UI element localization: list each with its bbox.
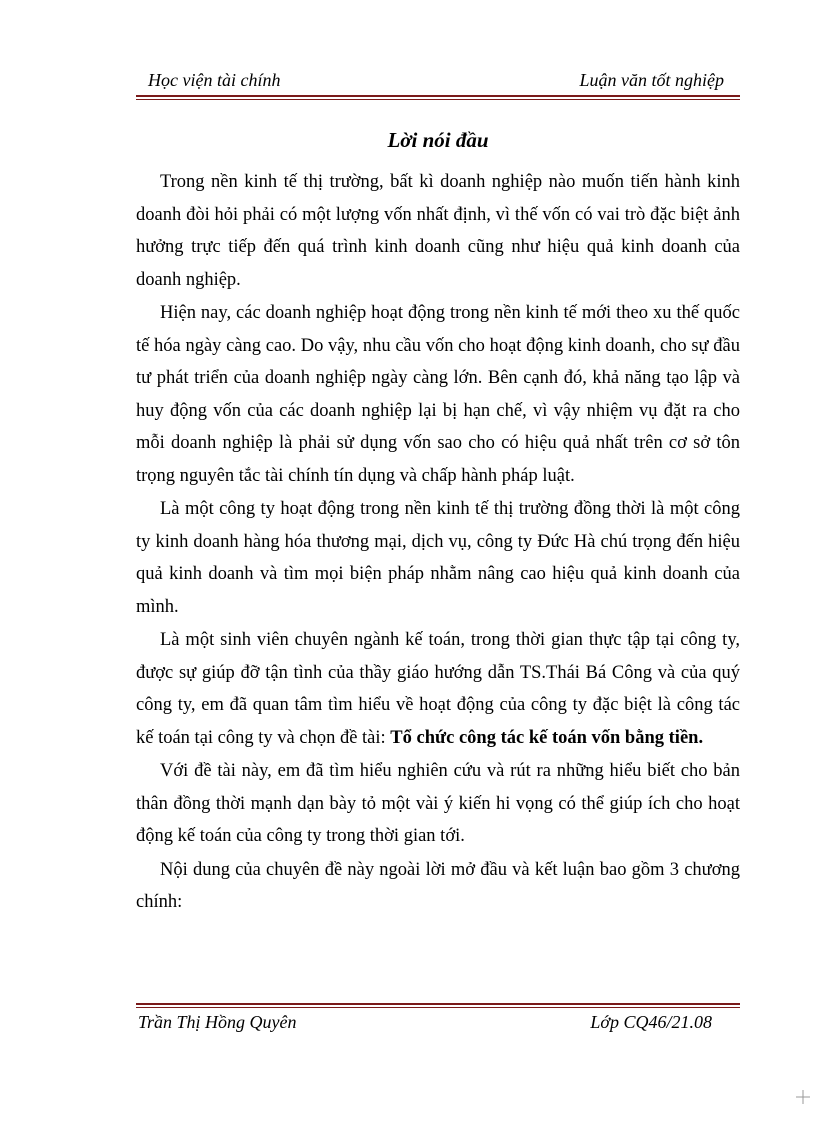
page-title: Lời nói đầu xyxy=(387,128,489,152)
page-footer xyxy=(136,1012,740,1036)
header-institution: Học viện tài chính xyxy=(148,70,281,90)
header-document-type: Luận văn tốt nghiệp xyxy=(579,70,724,90)
header-divider xyxy=(136,95,740,100)
corner-crop-mark-icon xyxy=(796,1090,810,1104)
paragraph: Hiện nay, các doanh nghiệp hoạt động trong nền kinh tế mới theo xu thế quốc tế hóa ngày càng cao. Do vậy, nhu cầu vốn cho hoạt động kinh doanh, cho sự đầu tư phát triển của doanh nghiệp ngày càng lớn. Bên cạnh đó, khả năng tạo lập và huy động vốn của các doanh nghiệp lại bị hạn chế, vì vậy nhiệm vụ đặt ra cho mỗi doanh nghiệp là phải sử dụng vốn sao cho có hiệu quả nhất trên cơ sở tôn trọng nguyên tắc tài chính tín dụng và chấp hành pháp luật. xyxy=(136,303,740,486)
paragraph: Trong nền kinh tế thị trường, bất kì doanh nghiệp nào muốn tiến hành kinh doanh đòi hỏi phải có một lượng vốn nhất định, vì thế vốn có vai trò đặc biệt ảnh hưởng trực tiếp đến quá trình kinh doanh cũng như hiệu quả kinh doanh của doanh nghiệp. xyxy=(136,172,740,290)
paragraph-topic xyxy=(136,624,740,754)
paragraph-topic-text: Là một sinh viên chuyên ngành kế toán, trong thời gian thực tập tại công ty, được sự giúp đỡ tận tình của thầy giáo hướng dẫn TS.Thái Bá Công và của quý công ty, em đã quan tâm tìm hiểu về hoạt động của công ty đặc biệt là công tác kế toán tại công ty và chọn đề tài: xyxy=(136,630,740,748)
document-body xyxy=(136,166,740,920)
paragraph: Nội dung của chuyên đề này ngoài lời mở đầu và kết luận bao gồm 3 chương chính: xyxy=(136,859,740,912)
footer-class: Lớp CQ46/21.08 xyxy=(590,1012,712,1032)
footer-divider xyxy=(136,1003,740,1008)
footer-author: Trần Thị Hồng Quyên xyxy=(138,1012,297,1032)
thesis-topic: Tổ chức công tác kế toán vốn bằng tiền. xyxy=(390,727,704,748)
paragraph: Với đề tài này, em đã tìm hiểu nghiên cứu và rút ra những hiểu biết cho bản thân đồng thời mạnh dạn bày tỏ một vài ý kiến hi vọng có thể giúp ích cho hoạt động kế toán của công ty trong thời gian tới. xyxy=(136,761,740,846)
page-header xyxy=(136,68,740,92)
paragraph: Là một công ty hoạt động trong nền kinh tế thị trường đồng thời là một công ty kinh doanh hàng hóa thương mại, dịch vụ, công ty Đức Hà chú trọng đến hiệu quả kinh doanh và tìm mọi biện pháp nhằm nâng cao hiệu quả kinh doanh của mình. xyxy=(136,499,740,617)
